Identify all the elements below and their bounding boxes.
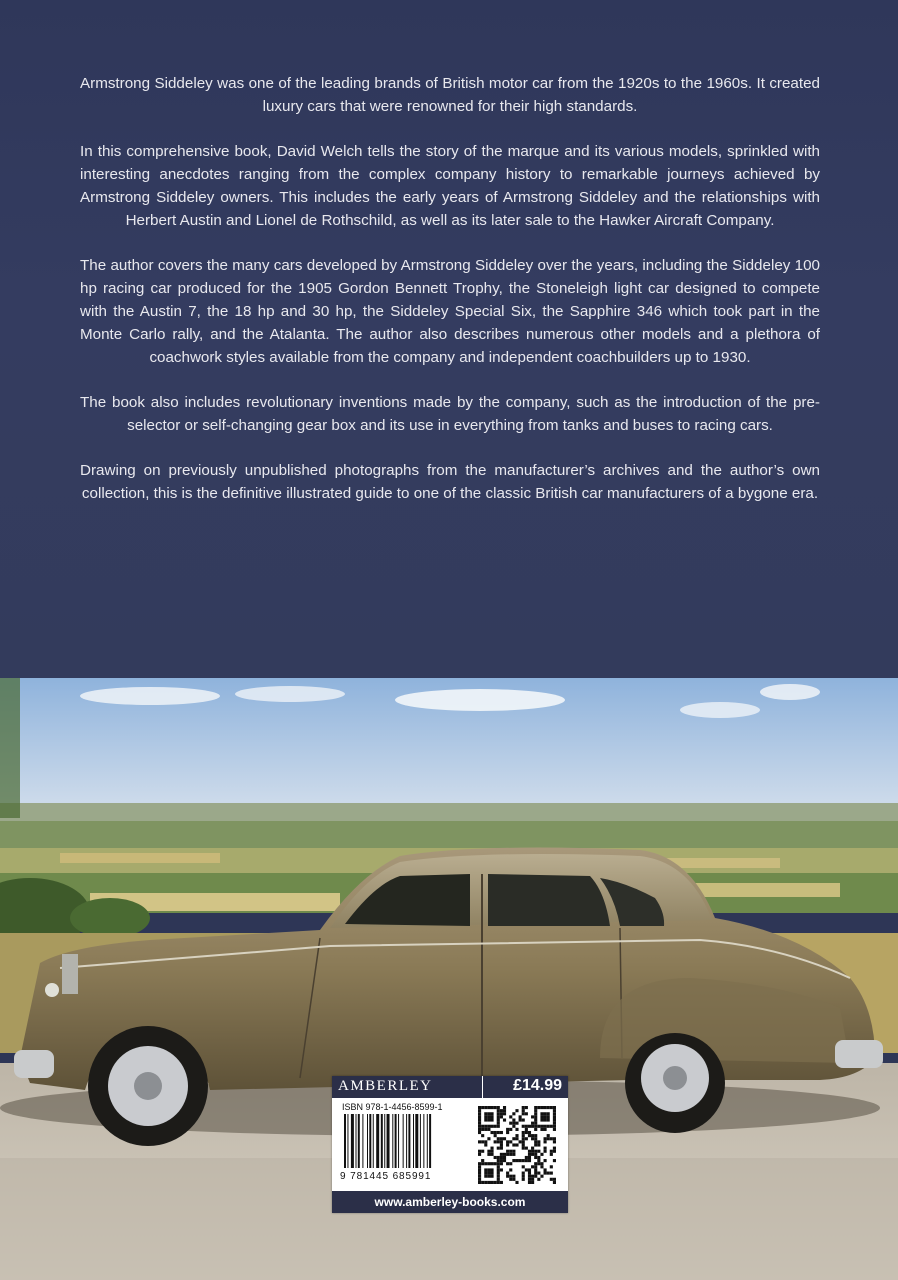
publisher-name: AMBERLEY (338, 1078, 433, 1094)
blurb-paragraph: The book also includes revolutionary inventions made by the company, such as the introduction of the pre-selector or self-changing gear box and its use in everything from tanks and buses to racing cars. (80, 394, 820, 434)
panel-header (332, 1076, 568, 1098)
blurb-paragraph: The author covers the many cars developed by Armstrong Siddeley over the years, including the Siddeley 100 hp racing car produced for the 1905 Gordon Bennett Trophy, the Stoneleigh light car designed to compete with the Austin 7, the 18 hp and 30 hp, the Siddeley Special Six, the Sapphire 346 which took part in the Monte Carlo rally, and the Atalanta. The author also describes numerous other models and a plethora of coachwork styles available from the company and independent coachbuilders up to 1930. (80, 257, 820, 366)
blurb-paragraph: Armstrong Siddeley was one of the leading brands of British motor car from the 1920s to the 1960s. It created luxury cars that were renowned for their high standards. (80, 75, 820, 115)
barcode-digits: 9 781445 685991 (340, 1171, 432, 1182)
blurb-text (80, 72, 820, 527)
website-url: www.amberley-books.com (332, 1191, 568, 1213)
price-divider (482, 1076, 483, 1098)
price-label: £14.99 (513, 1077, 562, 1094)
blurb-paragraph: In this comprehensive book, David Welch tells the story of the marque and its various models, sprinkled with interesting anecdotes ranging from the complex company history to remarkable journeys achieved by Armstrong Siddeley owners. This includes the early years of Armstrong Siddeley and the relationships with Herbert Austin and Lionel de Rothschild, as well as its later sale to the Hawker Aircraft Company. (80, 143, 820, 229)
qr-code-icon (478, 1106, 556, 1184)
blurb-paragraph: Drawing on previously unpublished photographs from the manufacturer’s archives and the author’s own collection, this is the definitive illustrated guide to one of the classic British car manufacturers of a bygone era. (80, 462, 820, 502)
barcode-icon (338, 1114, 468, 1170)
barcode-panel (332, 1076, 568, 1213)
isbn-text: ISBN 978-1-4456-8599-1 (342, 1102, 443, 1112)
